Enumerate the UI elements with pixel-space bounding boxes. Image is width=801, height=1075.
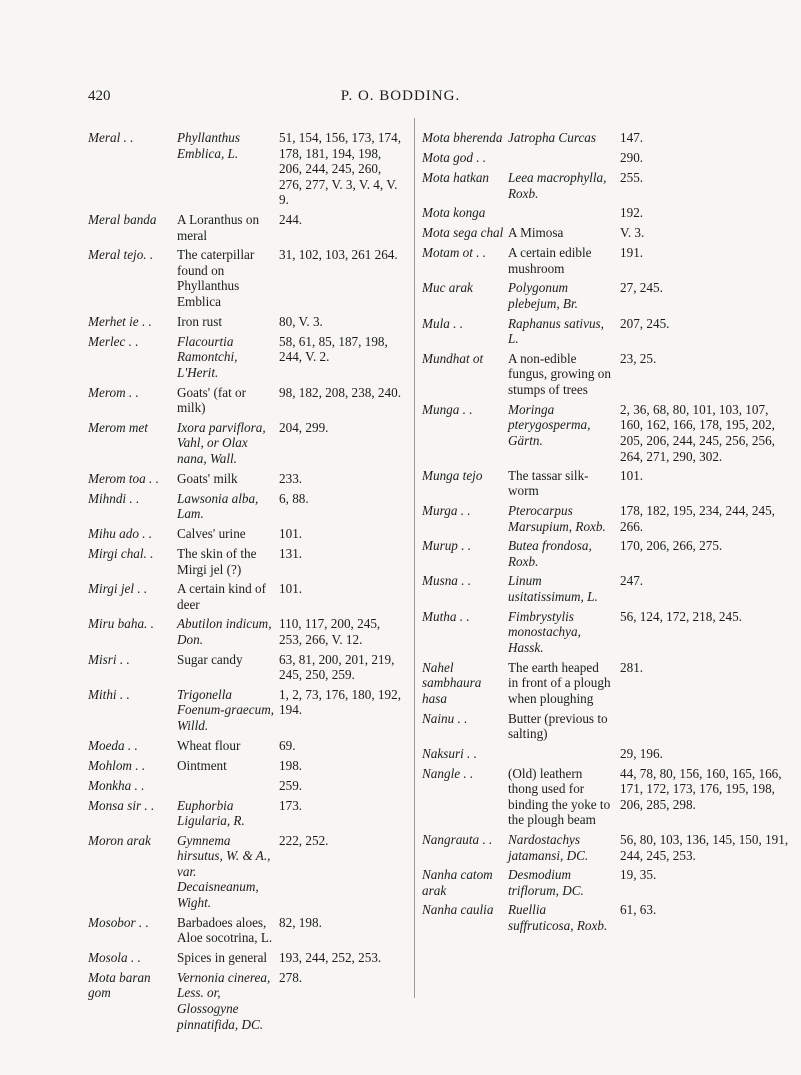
index-entry	[88, 546, 406, 577]
entry-term: Merom . .	[88, 384, 139, 400]
entry-references: 278.	[279, 969, 303, 985]
column-divider	[414, 118, 415, 998]
entry-term: Mirgi chal. .	[88, 545, 154, 561]
index-entry	[88, 687, 406, 734]
index-entry	[88, 798, 406, 829]
entry-references: 6, 88.	[279, 490, 309, 506]
entry-description: Iron rust	[177, 313, 223, 329]
entry-term: Murga . .	[422, 502, 471, 518]
entry-references: V. 3.	[620, 225, 645, 241]
index-entry	[88, 420, 406, 467]
entry-term: Nanha catom arak	[422, 867, 496, 898]
index-entry	[422, 503, 792, 534]
entry-references: 1, 2, 73, 176, 180, 192, 194.	[279, 686, 405, 718]
entry-term: Monsa sir . .	[88, 797, 155, 813]
entry-description: The skin of the Mirgi jel (?)	[177, 545, 260, 577]
entry-references: 281.	[620, 659, 644, 675]
index-entry	[88, 334, 406, 381]
entry-term: Mota baran gom	[88, 969, 154, 1001]
index-entry	[88, 616, 406, 647]
index-entry	[88, 738, 406, 754]
index-entry	[88, 526, 406, 542]
entry-description: Calves' urine	[177, 525, 246, 541]
entry-references: 44, 78, 80, 156, 160, 165, 166, 171, 172, 173, 176, 195, 198, 206, 285, 298.	[620, 765, 785, 812]
entry-references: 29, 196.	[620, 745, 663, 761]
entry-term: Mota hatkan	[422, 170, 490, 185]
index-entry	[422, 402, 792, 464]
index-entry	[88, 970, 406, 1032]
index-entry	[422, 832, 792, 863]
index-entry	[422, 902, 792, 933]
entry-references: 259.	[279, 777, 303, 793]
entry-term: Moron arak	[88, 832, 151, 848]
index-entry	[88, 758, 406, 774]
entry-description: A Mimosa	[508, 225, 564, 241]
entry-references: 222, 252.	[279, 832, 329, 848]
entry-term: Merom toa . .	[88, 470, 159, 486]
entry-term: Merhet ie . .	[88, 313, 152, 329]
entry-references: 56, 124, 172, 218, 245.	[620, 608, 742, 624]
entry-references: 2, 36, 68, 80, 101, 103, 107, 160, 162, 166, 178, 195, 202, 205, 206, 244, 245, 256, 256, 264, 271, 290, 302.	[620, 401, 779, 464]
entry-references: 173.	[279, 797, 303, 813]
index-entry	[88, 314, 406, 330]
entry-term: Mirgi jel . .	[88, 581, 148, 597]
index-entry	[422, 225, 792, 241]
entry-references: 80, V. 3.	[279, 313, 323, 329]
entry-term: Meral . .	[88, 130, 134, 145]
index-entry	[422, 746, 792, 762]
entry-references: 82, 198.	[279, 914, 322, 930]
index-entry	[422, 245, 792, 276]
entry-references: 178, 182, 195, 234, 244, 245, 266.	[620, 502, 779, 534]
entry-description: Flacourtia Ramontchi, L'Herit.	[177, 333, 241, 380]
entry-references: 131.	[279, 545, 303, 561]
entry-term: Mihu ado . .	[88, 525, 153, 541]
entry-term: Moeda . .	[88, 737, 138, 753]
entry-references: 192.	[620, 205, 644, 221]
index-entry	[422, 468, 792, 499]
entry-references: 290.	[620, 150, 644, 165]
entry-references: 61, 63.	[620, 902, 657, 918]
entry-term: Mota konga	[422, 205, 486, 221]
right-column	[422, 130, 792, 938]
entry-description: Barbadoes aloes, Aloe socotrina, L.	[177, 914, 273, 946]
entry-references: 191.	[620, 245, 644, 261]
index-entry	[422, 280, 792, 311]
entry-term: Mihndi . .	[88, 490, 140, 506]
entry-description: Linum usitatissimum, L.	[508, 573, 598, 604]
entry-references: 51, 154, 156, 173, 174, 178, 181, 194, 198, 206, 244, 245, 260, 276, 277, V. 3, V. 4, V. 9.	[279, 130, 405, 208]
index-entry	[88, 950, 406, 966]
entry-references: 198.	[279, 757, 303, 773]
entry-term: Mosobor . .	[88, 914, 149, 930]
entry-term: Nangle . .	[422, 765, 474, 781]
entry-term: Miru baha. .	[88, 616, 154, 632]
entry-references: 63, 81, 200, 201, 219, 245, 250, 259.	[279, 651, 398, 683]
entry-description: Butea frondosa, Roxb.	[508, 538, 596, 569]
entry-term: Nangrauta . .	[422, 832, 493, 848]
index-entry	[422, 316, 792, 347]
entry-references: 58, 61, 85, 187, 198, 244, V. 2.	[279, 333, 392, 365]
index-entry	[88, 385, 406, 416]
entry-description: A Loranthus on meral	[177, 212, 263, 243]
page-number: 420	[88, 88, 111, 104]
entry-references: 31, 102, 103, 261 264.	[279, 247, 398, 263]
entry-description: Raphanus sativus, L.	[508, 315, 608, 347]
index-entry	[88, 130, 406, 208]
entry-references: 110, 117, 200, 245, 253, 266, V. 12.	[279, 616, 384, 647]
index-entry	[422, 150, 792, 166]
entry-description: Goats' milk	[177, 470, 238, 486]
entry-term: Mohlom . .	[88, 757, 146, 773]
entry-references: 255.	[620, 170, 644, 185]
index-entry	[422, 130, 792, 146]
entry-description: Polygonum plebejum, Br.	[508, 280, 578, 311]
entry-description: Sugar candy	[177, 651, 243, 667]
entry-references: 19, 35.	[620, 867, 657, 883]
entry-description: A non-edible fungus, growing on stumps of trees	[508, 350, 615, 397]
index-entry	[422, 573, 792, 604]
entry-description: A certain kind of deer	[177, 581, 270, 612]
index-entry	[422, 609, 792, 656]
entry-references: 233.	[279, 470, 303, 486]
entry-description: Desmodium triflorum, DC.	[508, 867, 584, 898]
entry-description: Ointment	[177, 757, 227, 773]
entry-term: Meral banda	[88, 212, 157, 227]
entry-description: (Old) leathern thong used for binding the yoke to the plough beam	[508, 765, 614, 828]
page-header	[0, 88, 801, 112]
entry-term: Mota bherenda	[422, 130, 503, 145]
entry-references: 101.	[620, 467, 644, 483]
entry-description: Ruellia suffruticosa, Roxb.	[508, 902, 608, 934]
index-entry	[422, 351, 792, 398]
entry-term: Mutha . .	[422, 608, 470, 624]
entry-term: Muc arak	[422, 280, 473, 296]
entry-description: The tassar silk-worm	[508, 467, 589, 499]
entry-references: 69.	[279, 737, 296, 753]
entry-description: Phyllanthus Emblica, L.	[177, 130, 244, 161]
entry-term: Mundhat ot	[422, 350, 484, 366]
entry-term: Murup . .	[422, 538, 472, 554]
entry-term: Nainu . .	[422, 710, 468, 726]
entry-term: Munga . .	[422, 401, 473, 417]
entry-description: Gymnema hirsutus, W. & A., var. Decaisneanum, Wight.	[177, 832, 274, 911]
entry-references: 207, 245.	[620, 315, 670, 331]
index-entry	[422, 766, 792, 828]
entry-term: Meral tejo. .	[88, 247, 154, 263]
index-entry	[88, 491, 406, 522]
entry-references: 56, 80, 103, 136, 145, 150, 191, 244, 245, 253.	[620, 832, 792, 863]
entry-references: 23, 25.	[620, 350, 657, 366]
entry-description: Fimbrystylis monostachya, Hassk.	[508, 608, 585, 655]
index-entry	[422, 711, 792, 742]
index-entry	[88, 833, 406, 911]
entry-term: Misri . .	[88, 651, 130, 667]
index-entry	[88, 778, 406, 794]
entry-term: Naksuri . .	[422, 745, 477, 761]
entry-description: Wheat flour	[177, 737, 241, 753]
running-title: P. O. BODDING.	[340, 88, 461, 104]
entry-description: A certain edible mushroom	[508, 245, 595, 276]
entry-description: Goats' (fat or milk)	[177, 384, 250, 416]
index-entry	[422, 660, 792, 707]
index-entry	[88, 471, 406, 487]
entry-references: 170, 206, 266, 275.	[620, 538, 723, 554]
index-entry	[422, 867, 792, 898]
entry-description: Pterocarpus Marsupium, Roxb.	[508, 502, 606, 534]
entry-term: Merom met	[88, 419, 148, 435]
entry-references: 244.	[279, 212, 303, 227]
entry-term: Nahel sambhaura hasa	[422, 659, 485, 706]
index-entry	[422, 170, 792, 201]
entry-term: Merlec . .	[88, 333, 139, 349]
entry-description: Moringa pterygosperma, Gärtn.	[508, 401, 594, 448]
entry-references: 98, 182, 208, 238, 240.	[279, 384, 401, 400]
index-entry	[422, 538, 792, 569]
entry-term: Mithi . .	[88, 686, 130, 702]
entry-description: Lawsonia alba, Lam.	[177, 490, 262, 522]
entry-description: Euphorbia Ligularia, R.	[177, 797, 245, 829]
index-entry	[88, 581, 406, 612]
entry-description: Jatropha Curcas	[508, 130, 597, 145]
entry-term: Musna . .	[422, 573, 472, 589]
entry-term: Munga tejo	[422, 467, 483, 483]
entry-term: Mota sega chal	[422, 225, 504, 241]
entry-description: Abutilon indicum, Don.	[177, 616, 275, 647]
index-entry	[422, 205, 792, 221]
entry-description: Spices in general	[177, 949, 268, 965]
entry-references: 204, 299.	[279, 419, 329, 435]
entry-references: 101.	[279, 581, 303, 597]
index-entry	[88, 915, 406, 946]
entry-description: Trigonella Foenum-graecum, Willd.	[177, 686, 278, 733]
left-column	[88, 130, 406, 1036]
entry-description: Butter (previous to salting)	[508, 710, 611, 742]
entry-term: Monkha . .	[88, 777, 145, 793]
entry-description: The earth heaped in front of a plough when ploughing	[508, 659, 614, 706]
index-entry	[88, 652, 406, 683]
entry-references: 27, 245.	[620, 280, 663, 296]
entry-term: Mula . .	[422, 315, 464, 331]
entry-description: The caterpillar found on Phyllanthus Emblica	[177, 247, 258, 309]
entry-description: Ixora parviflora, Vahl, or Olax nana, Wall.	[177, 419, 269, 466]
entry-term: Mota god . .	[422, 150, 487, 165]
entry-references: 247.	[620, 573, 644, 589]
entry-references: 101.	[279, 525, 303, 541]
entry-term: Mosola . .	[88, 949, 141, 965]
entry-description: Vernonia cinerea, Less. or, Glossogyne pinnatifida, DC.	[177, 969, 274, 1032]
entry-term: Nanha caulia	[422, 902, 494, 918]
entry-description: Nardostachys jatamansi, DC.	[508, 832, 589, 863]
index-entry	[88, 212, 406, 243]
entry-term: Motam ot . .	[422, 245, 487, 261]
index-entry	[88, 247, 406, 309]
entry-description: Leea macrophylla, Roxb.	[508, 170, 610, 201]
entry-references: 193, 244, 252, 253.	[279, 949, 382, 965]
entry-references: 147.	[620, 130, 644, 145]
